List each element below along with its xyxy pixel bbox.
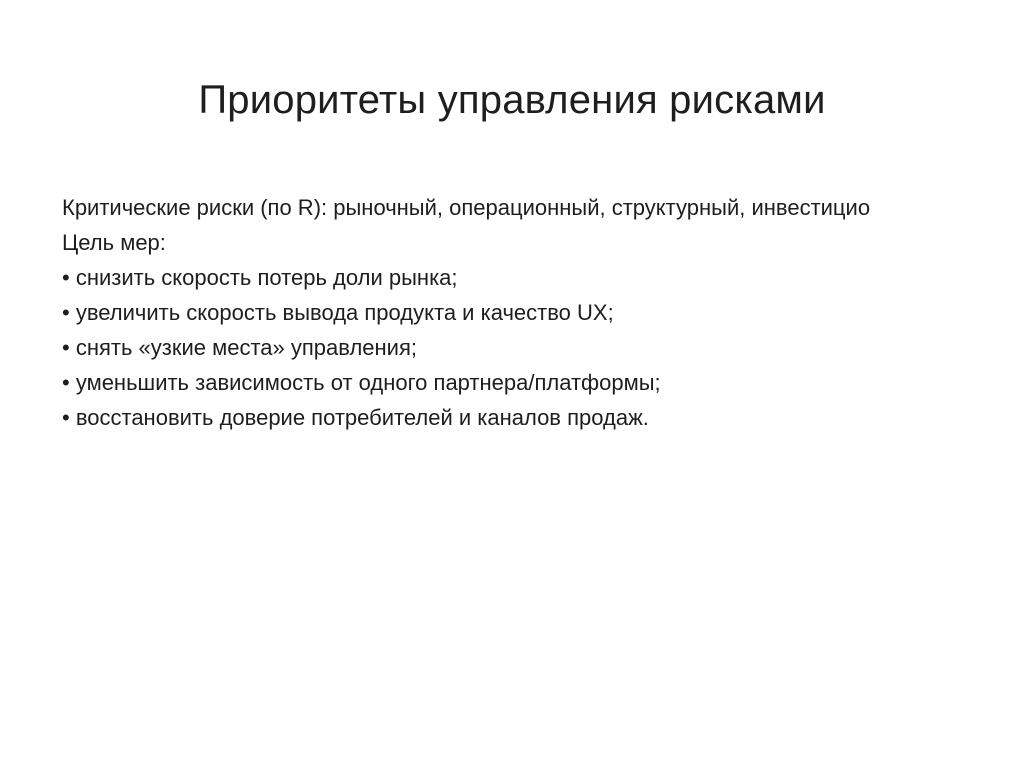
list-item: • снять «узкие места» управления;: [62, 335, 417, 360]
list-item: • восстановить доверие потребителей и каналов продаж.: [62, 405, 649, 430]
critical-risks-text: Критические риски (по R): рыночный, операционный, структурный, инвестицио: [62, 195, 871, 220]
list-item: • уменьшить зависимость от одного партнера/платформы;: [62, 370, 661, 395]
goals-list: [62, 260, 1024, 435]
goal-label: Цель мер:: [62, 230, 166, 255]
list-item: • увеличить скорость вывода продукта и качество UX;: [62, 300, 614, 325]
list-item: • снизить скорость потерь доли рынка;: [62, 265, 458, 290]
slide-title: Приоритеты управления рисками: [198, 78, 826, 122]
slide-body: [62, 190, 1024, 435]
